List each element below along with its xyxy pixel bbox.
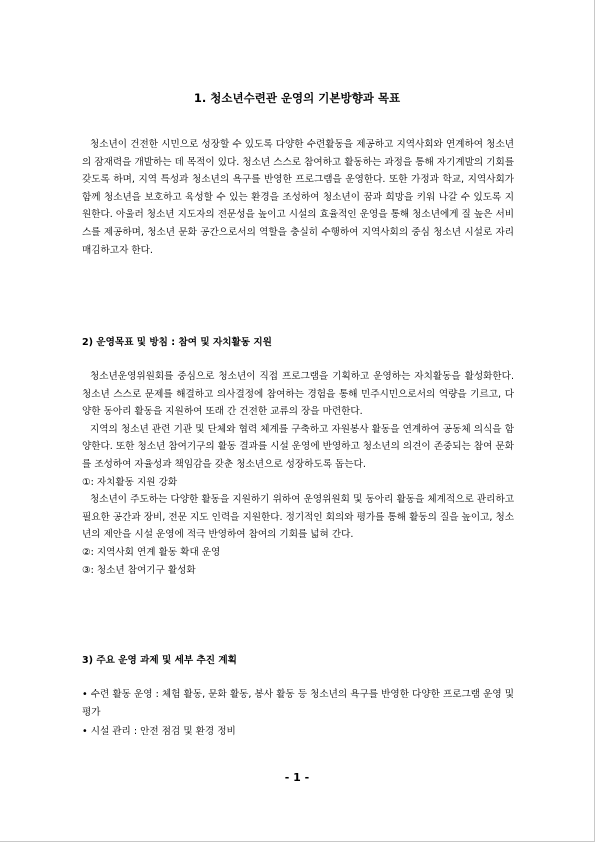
section-1-paragraph-3: 청소년이 주도하는 다양한 활동을 지원하기 위하여 운영위원회 및 동아리 활동을 체계적으로 관리하고 필요한 공간과 장비, 전문 지도 인력을 지원한다. 정기적인 회의와 평가를 통해 활동의 질을 높이고, 청소년의 제안을 시설 운영에 적극 반영하여 참여의 기회를 넓혀 간다. xyxy=(82,494,514,541)
section-1-item: ①: 자치활동 지원 강화 xyxy=(82,476,178,488)
section-1-paragraph-2: 지역의 청소년 관련 기관 및 단체와 협력 체계를 구축하고 자원봉사 활동을 연계하여 공동체 의식을 함양한다. 또한 청소년 참여기구의 활동 결과를 시설 운영에 반영하고 청소년의 의견이 존중되는 참여 문화를 조성하여 자율성과 책임감을 갖춘 청소년으로 성장하도록 돕는다. xyxy=(82,423,514,470)
section-1-body xyxy=(82,368,514,579)
section-2 xyxy=(82,652,514,670)
page-number: - 1 - xyxy=(284,771,310,784)
section-2-heading: 3) 주요 운영 과제 및 세부 추진 계획 xyxy=(82,655,237,666)
section-1-sub-item-1: ②: 지역사회 연계 활동 확대 운영 xyxy=(82,546,221,558)
intro-text: 청소년이 건전한 시민으로 성장할 수 있도록 다양한 수련활동을 제공하고 지역사회와 연계하여 청소년의 잠재력을 개발하는 데 목적이 있다. 청소년 스스로 참여하고 활동하는 과정을 통해 자기계발의 기회를 갖도록 하며, 지역 특성과 청소년의 욕구를 반영한 프로그램을 운영한다. 또한 가정과 학교, 지역사회가 함께 청소년을 보호하고 육성할 수 있는 환경을 조성하여 청소년이 꿈과 희망을 키워 나갈 수 있도록 지원한다. 아울러 청소년 지도자의 전문성을 높이고 시설의 효율적인 운영을 통해 청소년에게 질 높은 서비스를 제공하며, 청소년 문화 공간으로서의 역할을 충실히 수행하여 지역사회의 중심 청소년 시설로 자리매김하고자 한다. xyxy=(82,139,514,256)
section-2-body xyxy=(82,686,514,741)
section-2-item-2: • 시설 관리 : 안전 점검 및 환경 정비 xyxy=(82,726,236,738)
section-1 xyxy=(82,334,514,352)
section-1-sub-item-2: ③: 청소년 참여기구 활성화 xyxy=(82,564,196,576)
document-title: 1. 청소년수련관 운영의 기본방향과 목표 xyxy=(193,91,401,105)
section-2-item-1: • 수련 활동 운영 : 체험 활동, 문화 활동, 봉사 활동 등 청소년의 욕구를 반영한 다양한 프로그램 운영 및 평가 xyxy=(82,689,514,718)
section-1-paragraph-1: 청소년운영위원회를 중심으로 청소년이 직접 프로그램을 기획하고 운영하는 자치활동을 활성화한다. 청소년 스스로 문제를 해결하고 의사결정에 참여하는 경험을 통해 민주시민으로서의 역량을 기르고, 다양한 동아리 활동을 지원하여 또래 간 건전한 교류의 장을 마련한다. xyxy=(82,371,514,418)
section-1-heading: 2) 운영목표 및 방침 : 참여 및 자치활동 지원 xyxy=(82,337,272,348)
intro-paragraph xyxy=(82,136,514,259)
